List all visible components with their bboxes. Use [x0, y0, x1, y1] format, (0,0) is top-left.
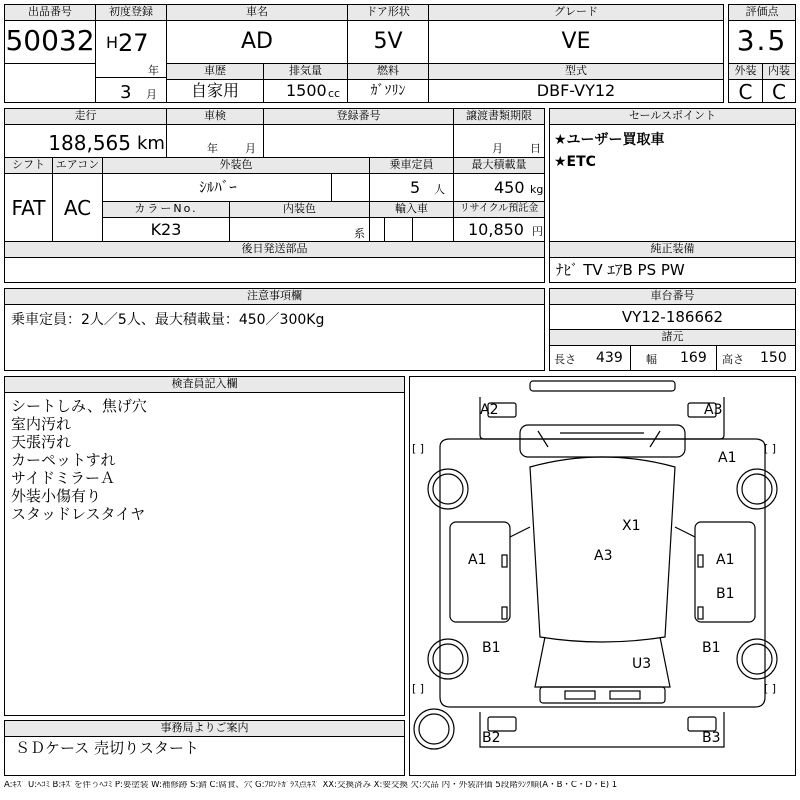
lot-label: 出品番号 — [5, 5, 95, 21]
bracket-front-right: [ ] — [764, 442, 777, 455]
colorno-label: カラーNo. — [103, 202, 229, 218]
colorno-box — [102, 201, 230, 242]
later-parts-label: 後日発送部品 — [5, 242, 544, 258]
office-label: 事務局よりご案内 — [5, 721, 404, 737]
sales-box — [549, 108, 796, 242]
bracket-rear-left: [ ] — [412, 682, 425, 695]
interior-grade: C — [772, 80, 786, 104]
model-box — [428, 63, 724, 103]
grade: VE — [561, 29, 591, 54]
sales-line-2: ★ETC — [554, 154, 596, 170]
colorno: K23 — [150, 220, 182, 239]
recycle: 10,850 — [468, 220, 524, 239]
capacity: 5 — [410, 178, 421, 197]
width: 169 — [680, 350, 707, 366]
grade-label: グレード — [429, 5, 723, 21]
damage-mark: B1 — [702, 640, 721, 656]
capacity-unit: 人 — [434, 183, 445, 196]
reg-year-unit: 年 — [148, 64, 159, 77]
door-box — [347, 4, 429, 64]
model: DBF-VY12 — [536, 81, 616, 100]
interior-color-label: 内装色 — [230, 202, 369, 218]
lot-number: 50032 — [5, 24, 95, 57]
notes-label: 注意事項欄 — [5, 289, 544, 305]
damage-mark: B1 — [482, 640, 501, 656]
capacity-label: 乗車定員 — [370, 158, 453, 174]
transfer-day: 日 — [530, 142, 541, 155]
reg-era: H — [106, 33, 119, 52]
car-name: AD — [241, 29, 273, 54]
dims-box — [549, 329, 796, 371]
color: ｼﾙﾊﾞｰ — [199, 178, 237, 196]
equipment-label: 純正装備 — [550, 242, 795, 258]
damage-mark: A3 — [704, 402, 723, 418]
mileage: 188,565 — [48, 131, 131, 155]
color-label: 外装色 — [103, 158, 369, 174]
width-label: 幅 — [646, 353, 657, 366]
inspector-line: スタッドレスタイヤ — [11, 505, 146, 523]
sales-line-1: ★ユーザー買取車 — [554, 132, 665, 148]
car-name-box — [166, 4, 348, 64]
notes-box — [4, 288, 545, 371]
regno-box — [263, 108, 454, 158]
bracket-rear-right: [ ] — [764, 682, 777, 695]
damage-mark: B3 — [702, 730, 721, 746]
history-label: 車歴 — [167, 64, 263, 80]
displacement-label: 排気量 — [264, 64, 347, 80]
damage-mark: A1 — [718, 450, 737, 466]
bracket-front-left: [ ] — [412, 442, 425, 455]
office-box — [4, 720, 405, 776]
lot-box — [4, 4, 96, 64]
sales-label: セールスポイント — [550, 109, 795, 125]
office-note: ＳＤケース 売切りスタート — [15, 739, 200, 757]
recycle-box — [453, 201, 545, 242]
load-box — [453, 157, 545, 202]
load-label: 最大積載量 — [454, 158, 544, 174]
equipment-box — [549, 241, 796, 283]
height-label: 高さ — [722, 353, 744, 366]
score-box — [728, 4, 796, 64]
equipment: ﾅﾋﾞ TV ｴｱB PS PW — [556, 261, 685, 279]
history: 自家用 — [190, 81, 239, 100]
length-label: 長さ — [554, 353, 576, 366]
capacity-box — [369, 157, 454, 202]
model-label: 型式 — [429, 64, 723, 80]
import-box — [369, 201, 454, 242]
shift-box — [4, 157, 53, 242]
lot-box-lower — [4, 63, 96, 103]
reg-box — [95, 4, 167, 103]
score: 3.5 — [736, 24, 788, 57]
notes: 乗車定員：2人／5人、最大積載量：450／300Kg — [11, 312, 325, 328]
ac-label: エアコン — [53, 158, 102, 174]
grade-box — [428, 4, 724, 64]
damage-mark: U3 — [632, 656, 652, 672]
load-unit: kg — [530, 183, 544, 196]
damage-mark: A2 — [480, 402, 499, 418]
damage-mark: X1 — [622, 518, 641, 534]
exterior-label: 外装 — [729, 64, 762, 80]
import-label: 輸入車 — [370, 202, 453, 218]
later-parts-box — [4, 241, 545, 283]
color-box — [102, 157, 370, 202]
displacement-box — [263, 63, 348, 103]
car-outline-icon — [410, 377, 795, 775]
mileage-unit: km — [137, 133, 165, 154]
reg-month: 3 — [120, 82, 132, 103]
car-diagram — [409, 376, 796, 776]
damage-mark: B2 — [482, 730, 501, 746]
inspection-month: 月 — [245, 142, 256, 155]
displacement-unit: cc — [328, 87, 341, 100]
inspection-box — [166, 108, 264, 158]
inspector-line: 天張汚れ — [11, 433, 72, 451]
car-name-label: 車名 — [167, 5, 347, 21]
exterior-box — [728, 63, 763, 103]
reg-label: 初度登録 — [96, 5, 166, 21]
inspector-line: 外装小傷有り — [11, 487, 102, 505]
transfer-label: 譲渡書類期限 — [454, 109, 544, 125]
damage-mark: A1 — [716, 552, 735, 568]
door: 5V — [373, 29, 403, 54]
ac-box — [52, 157, 103, 242]
inspector-label: 検査員記入欄 — [5, 377, 404, 393]
score-label: 評価点 — [729, 5, 795, 21]
damage-mark: B1 — [716, 586, 735, 602]
reg-year: 27 — [118, 29, 149, 57]
chassis-number: VY12-186662 — [621, 308, 724, 326]
transfer-box — [453, 108, 545, 158]
inspector-line: サイドミラーＡ — [11, 469, 115, 487]
interior-box — [762, 63, 796, 103]
inspection-year: 年 — [207, 142, 218, 155]
exterior-grade: C — [738, 80, 753, 104]
damage-mark: A3 — [594, 548, 613, 564]
recycle-label: リサイクル預託金 — [454, 202, 544, 218]
inspector-line: 室内汚れ — [11, 415, 72, 433]
fuel: ｶﾞｿﾘﾝ — [370, 83, 406, 99]
damage-mark: A1 — [468, 552, 487, 568]
fuel-box — [347, 63, 429, 103]
ac: AC — [63, 196, 92, 220]
inspector-box — [4, 376, 405, 716]
regno-label: 登録番号 — [264, 109, 453, 125]
chassis-label: 車台番号 — [550, 289, 795, 305]
inspector-line: カーペットすれ — [11, 451, 116, 469]
interior-label: 内装 — [763, 64, 795, 80]
displacement: 1500 — [286, 81, 327, 100]
fuel-label: 燃料 — [348, 64, 428, 80]
length: 439 — [596, 350, 623, 366]
reg-month-unit: 月 — [146, 88, 157, 101]
dims-label: 諸元 — [550, 330, 795, 346]
legend: A:ｷｽﾞ U:ﾍｺﾐ B:ｷｽﾞを伴うﾍｺﾐ P:要塗装 W:補修跡 S:錆 C:腐食、穴 G:ﾌﾛﾝﾄｶﾞﾗｽ点ｷｽﾞ XX:交換済み X:要交換 欠:欠品 内・外装評価 5段階ﾗﾝｸ順(A・B・C・D・E) 1 — [4, 781, 618, 790]
shift: FAT — [11, 196, 46, 220]
shift-label: シフト — [5, 158, 52, 174]
mileage-label: 走行 — [5, 109, 166, 125]
inspector-line: シートしみ、焦げ穴 — [11, 397, 147, 415]
history-box — [166, 63, 264, 103]
height: 150 — [760, 350, 787, 366]
recycle-unit: 円 — [532, 225, 543, 238]
inspection-label: 車検 — [167, 109, 263, 125]
interior-color-box — [229, 201, 370, 242]
transfer-month: 月 — [492, 142, 503, 155]
chassis-box — [549, 288, 796, 330]
door-label: ドア形状 — [348, 5, 428, 21]
interior-color-unit: 系 — [354, 227, 365, 240]
mileage-box — [4, 108, 167, 158]
load: 450 — [494, 178, 525, 197]
